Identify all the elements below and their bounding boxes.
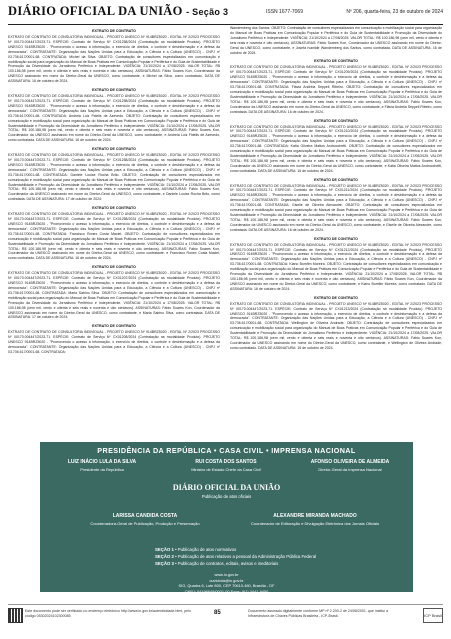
signature-note: Documento assinado digitalmente conforme MP nº 2.200-2 de 24/08/2001, que institui a Infraestrutura de Chaves Públicas Brasileira - ICP-Brasil.: [248, 609, 389, 618]
extrato-block: [8, 265, 220, 320]
extrato-heading: EXTRATO DE CONTRATO: [92, 147, 136, 152]
extrato-block: [230, 178, 442, 233]
seal-text: ICP Brasil: [424, 613, 442, 618]
dou-masthead: [40, 483, 413, 499]
right-column: [230, 26, 442, 355]
email-link[interactable]: ouvidoria@in.gov.br: [209, 577, 244, 583]
extrato-block: [230, 119, 442, 174]
extrato-heading: EXTRATO DE CONTRATO: [314, 236, 358, 241]
extrato-text: EXTRATO DE CONTRATO DE CONSULTORIA INDIVIDUAL - PROJETO UNESCO Nº 914BRZ5020 - EDITAL Nº 2/2023 PROCESSO Nº 00170.004447/2023-71. ESPÉCIE: Contrato de Serviço Nº CX01211/2024 (Contratação na modalidade Produto). PROJETO UNESCO 914BRZ5020 - "Promovendo o acesso à informação, o exercício de direitos, o controle e desinformação e a defesa da democracia". CONTRATANTE: Organização das Nações Unidas para a Educação, a Ciência e a Cultura (UNESCO) - CNPJ nº 03.736.617/0001-68. CONTRATADA: Giselle de Oliveira Alexandre. OBJETO: Contratação de consultores especializados em comunicação e mobilização social para organização do Manual de Boas Práticas em Comunicação Popular e Periférica e do Guia de Sustentabilidade e Promoção da Diversidade do Jornalismo Periférico e Independente. VIGÊNCIA: 21/10/2024 a 17/08/2025. VALOR TOTAL: R$ 100.186,98 (cem mil, cento e oitenta e seis reais e noventa e oito centavos). ASSINATURAS: Fábio Soares Kon, Coordenador da UNESCO assinando em nome do Diretor-Geral da UNESCO, como contratante, e Giselle de Oliveira Alexandre, como contratada. DATA DE ASSINATURA: 16 de outubro de 2024.: [230, 183, 442, 232]
dou-name: DIÁRIO OFICIAL DA UNIÃO: [172, 483, 281, 492]
coordinator-name: LARISSA CANDIDA COSTA: [112, 513, 178, 519]
cnpj-phone: CNPJ: 04196645/0001-00 Fone: (61) 3441-9450: [184, 588, 269, 594]
extrato-heading: EXTRATO DE CONTRATO: [92, 265, 136, 270]
extrato-heading: EXTRATO DE CONTRATO: [314, 118, 358, 123]
extrato-heading: EXTRATO DE CONTRATO: [92, 29, 136, 33]
extrato-text: EXTRATO DE CONTRATO DE CONSULTORIA INDIVIDUAL - PROJETO UNESCO Nº 914BRZ5020 - EDITAL Nº 2/2023 PROCESSO Nº 00170.004447/2023-71. ESPÉCIE: Contrato de Serviço Nº CX01258/2024 (Contratação na modalidade Produto). PROJETO UNESCO 914BRZ5020 - "Promovendo o acesso à informação, o exercício de direitos, o controle e desinformação e a defesa da democracia". CONTRATANTE: Organização das Nações Unidas para a Educação, a Ciência e a Cultura (UNESCO) - CNPJ nº 03.736.617/0001-68. CONTRATADA: Daniele Louise Rocha Brito. OBJETO: Contratação de consultores especializados em comunicação e mobilização social para organização do Manual de Boas Práticas em Comunicação Popular e Periférica e do Guia de Sustentabilidade e Promoção da Diversidade do Jornalismo Periférico e Independente. VIGÊNCIA: 21/10/2024 a 17/08/2025. VALOR TOTAL: R$ 100.186,98 (cem mil, cento e oitenta e seis reais e noventa e oito centavos). ASSINATURAS: Fábio Soares Kon, Coordenador da UNESCO assinando em nome do Diretor-Geral da UNESCO, como contratante, e Daniele Louise Rocha Brito, como contratada. DATA DE ASSINATURA: 17 de outubro de 2024.: [8, 153, 220, 202]
extrato-text: EXTRATO DE CONTRATO DE CONSULTORIA INDIVIDUAL - PROJETO UNESCO Nº 914BRZ5020 - EDITAL Nº 2/2023 PROCESSO Nº 00170.004447/2023-71. ESPÉCIE: Contrato de Serviço Nº CX01207/2024 (Contratação na modalidade Produto). PROJETO UNESCO 914BRZ5020 - "Promovendo o acesso à informação, o exercício de direitos, o controle e desinformação e a defesa da democracia". CONTRATANTE: Organização das Nações Unidas para a Educação, a Ciência e a Cultura (UNESCO) - CNPJ nº 03.736.617/0001-68. CONTRATADA: Maria Sabino Silva. OBJETO: Contratação de consultores especializados em comunicação e mobilização social para organização do Manual de Boas Práticas em Comunicação Popular e Periférica e do Guia de Sustentabilidade e Promoção da Diversidade do Jornalismo Periférico e Independente. VIGÊNCIA: 21/10/2024 a 17/08/2025. VALOR TOTAL: R$ 100.186,98 (cem mil, cento e oitenta e seis reais e noventa e oito centavos). ASSINATURAS: Fábio Soares Kon, Coordenador da UNESCO assinando em nome do Diretor-Geral da UNESCO, como contratante, e Maria Sabino Silva, como contratada. DATA DE ASSINATURA: 17 de outubro de 2024.: [8, 271, 220, 320]
qr-code-icon: [8, 608, 23, 623]
left-column: [8, 26, 220, 359]
extrato-text: EXTRATO DE CONTRATO DE CONSULTORIA INDIVIDUAL - PROJETO UNESCO Nº 914BRZ5020 - EDITAL Nº 2/2023 PROCESSO Nº 00170.004447/2023-71. ESPÉCIE: Contrato de Serviço Nº CX01209/2024 (Contratação na modalidade Produto). PROJETO UNESCO 914BRZ5020 - "Promovendo o acesso à informação, o exercício de direitos, o controle e desinformação e a defesa da democracia". CONTRATANTE: Organização das Nações Unidas para a Educação, a Ciência e a Cultura (UNESCO) - CNPJ nº 03.736.617/0001-68. CONTRATADA: Flávia Andréia Seppeli Ribeiro. OBJETO: Contratação de consultores especializados em comunicação e mobilização social para organização do Manual de Boas Práticas em Comunicação Popular e Periférica e do Guia de Sustentabilidade e Promoção da Diversidade do Jornalismo Periférico e Independente. VIGÊNCIA: 21/10/2024 a 17/08/2025. VALOR TOTAL: R$ 100.186,98 (cem mil, cento e oitenta e seis reais e noventa e oito centavos). ASSINATURAS: Fábio Soares Kon, Coordenador da UNESCO assinando em nome do Diretor-Geral da UNESCO, como contratante, e Flávia Andréia Seppeli Ribeiro, como contratada. DATA DE ASSINATURA: 16 de outubro de 2024.: [230, 65, 442, 114]
coordinator: [70, 513, 220, 526]
dou-subtitle: Publicação de atos oficiais: [201, 494, 252, 499]
authority-name: AFONSO OLIVEIRA DE ALMEIDA: [310, 459, 390, 465]
authority-role: Diretor-Geral da Imprensa Nacional: [318, 467, 382, 472]
extrato-text: Wandemberg dos Santos. OBJETO: Contratação de consultores especializados em comunicação e mobilização social para organização do Manual de Boas Práticas em Comunicação Popular e Periférica e do Guia de Sustentabilidade e Promoção da Diversidade do Jornalismo Periférico e Independente. VIGÊNCIA: 21/10/2024 a 17/08/2025. VALOR TOTAL: R$ 100.186,98 (cem mil, cento e oitenta e seis reais e noventa e oito centavos). ASSINATURAS: Fábio Soares Kon, Coordenador da UNESCO assinando em nome do Diretor-Geral da UNESCO, como contratante, e Josefa Ivanilde Wandemberg dos Santos, como contratada. DATA DE ASSINATURA: 16 de outubro de 2024.: [230, 26, 442, 55]
extrato-block: [230, 59, 442, 114]
extrato-text: EXTRATO DE CONTRATO DE CONSULTORIA INDIVIDUAL - PROJETO UNESCO Nº 914BRZ5020 - EDITAL Nº 2/2023 PROCESSO Nº 00170.004447/2023-71. ESPÉCIE: Contrato de Serviço Nº CX01213/2024 (Contratação na modalidade Produto). PROJETO UNESCO 914BRZ5020 - "Promovendo o acesso à informação, o exercício de direitos, o controle e desinformação e a defesa da democracia". CONTRATANTE: Organização das Nações Unidas para a Educação, a Ciência e a Cultura (UNESCO) - CNPJ nº 03.736.617/0001-68. CONTRATADA: Wellington de Oliveira Andrade. OBJETO: Contratação de consultores especializados em comunicação e mobilização social para organização do Manual de Boas Práticas em Comunicação Popular e Periférica e do Guia de Sustentabilidade e Promoção da Diversidade do Jornalismo Periférico e Independente. VIGÊNCIA: 21/10/2024 a 17/08/2025. VALOR TOTAL: R$ 100.186,98 (cem mil, cento e oitenta e seis reais e noventa e oito centavos). ASSINATURAS: Fábio Soares Kon, Coordenador da UNESCO assinando em nome do Diretor-Geral da UNESCO, como contratante, e Wellington de Oliveira Andrade, como contratado. DATA DE ASSINATURA: 16 de outubro de 2024.: [230, 301, 442, 350]
authority-role: Presidente da República: [80, 467, 124, 472]
sections-list: [155, 546, 335, 567]
extrato-block: [8, 324, 220, 355]
extrato-block: [230, 296, 442, 351]
coordinators-row: [40, 513, 413, 535]
extrato-block: [8, 206, 220, 261]
page-header: [8, 2, 443, 25]
section-item: [155, 546, 335, 553]
authorities-row: [40, 459, 413, 481]
website-link[interactable]: www.in.gov.br: [214, 572, 239, 577]
authority: [288, 459, 412, 472]
page-footer: [8, 604, 443, 623]
extrato-block: [230, 237, 442, 292]
extrato-text: EXTRATO DE CONTRATO DE CONSULTORIA INDIVIDUAL - PROJETO UNESCO Nº 914BRZ5020 - EDITAL Nº 2/2023 PROCESSO Nº 00170.004447/2023-71. ESPÉCIE: Contrato de Serviço Nº CX01212/2024 (Contratação na modalidade Produto). PROJETO UNESCO 914BRZ5020 - "Promovendo o acesso à informação, o exercício de direitos, o controle e desinformação e a defesa da democracia". CONTRATANTE: Organização das Nações Unidas para a Educação, a Ciência e a Cultura (UNESCO) - CNPJ nº 03.736.617/0001-68. CONTRATADA: Kiano Bomfim Moreira. OBJETO: Contratação de consultores especializados em comunicação e mobilização social para organização do Manual de Boas Práticas em Comunicação Popular e Periférica e do Guia de Sustentabilidade e Promoção da Diversidade do Jornalismo Periférico e Independente. VIGÊNCIA: 21/10/2024 a 17/08/2025. VALOR TOTAL: R$ 100.186,98 (cem mil, cento e oitenta e seis reais e noventa e oito centavos). ASSINATURAS: Fábio Soares Kon, Coordenador da UNESCO assinando em nome do Diretor-Geral da UNESCO, como contratante, e Kiano Bomfim Moreira, como contratado. DATA DE ASSINATURA: 16 de outubro de 2024.: [230, 242, 442, 291]
section-label: SEÇÃO 3: [155, 561, 174, 566]
coordinator-name: ALEXANDRE MIRANDA MACHADO: [273, 513, 357, 519]
authority: [164, 459, 288, 472]
extrato-heading: EXTRATO DE CONTRATO: [92, 88, 136, 93]
coordinator: [235, 513, 395, 526]
extrato-block: [8, 147, 220, 202]
banner-title: PRESIDÊNCIA DA REPÚBLICA • CASA CIVIL • IMPRENSA NACIONAL: [97, 446, 356, 455]
extrato-text: EXTRATO DE CONTRATO DE CONSULTORIA INDIVIDUAL - PROJETO UNESCO Nº 914BRZ5020 - EDITAL Nº 2/2023 PROCESSO Nº 00170.004447/2023-71. ESPÉCIE: Contrato de Serviço Nº CX01210/2024 (Contratação na modalidade Produto). PROJETO UNESCO 914BRZ5020 - "Promovendo o acesso à informação, o exercício de direitos, o controle e desinformação e a defesa da democracia". CONTRATANTE: Organização das Nações Unidas para a Educação, a Ciência e a Cultura (UNESCO) - CNPJ nº 03.736.617/0001-68. CONTRATADA: Katia Oliveira Mattos Andrucchetti. OBJETO: Contratação de consultores especializados em comunicação e mobilização social para organização do Manual de Boas Práticas em Comunicação Popular e Periférica e do Guia de Sustentabilidade e Promoção da Diversidade do Jornalismo Periférico e Independente. VIGÊNCIA: 21/10/2024 a 17/08/2025. VALOR TOTAL: R$ 100.186,98 (cem mil, cento e oitenta e seis reais e noventa e oito centavos). ASSINATURAS: Fábio Soares Kon, Coordenador da UNESCO assinando em nome do Diretor-Geral da UNESCO, como contratante, e Katia Oliveira Mattos Andrucchetti, como contratada. DATA DE ASSINATURA: 16 de outubro de 2024.: [230, 124, 442, 173]
section-label: - Seção 3: [186, 7, 229, 17]
extrato-block: [8, 29, 220, 84]
issue-date: Nº 206, quarta-feira, 23 de outubro de 2024: [346, 9, 443, 15]
section-item: [155, 553, 335, 560]
extrato-text: EXTRATO DE CONTRATO DE CONSULTORIA INDIVIDUAL - PROJETO UNESCO Nº 914BRZ5020 - EDITAL Nº 2/2023 PROCESSO Nº 00170.004447/2023-71. ESPÉCIE: Contrato de Serviço Nº CX01208/2024 (Contratação na modalidade Produto). PROJETO UNESCO 914BRZ5020 - "Promovendo o acesso à informação, o exercício de direitos, o controle e desinformação e a defesa da democracia". CONTRATANTE: Organização das Nações Unidas para a Educação, a Ciência e a Cultura (UNESCO) - CNPJ nº 03.736.617/0001-68. CONTRATADA:: [8, 330, 220, 354]
extrato-text: EXTRATO DE CONTRATO DE CONSULTORIA INDIVIDUAL - PROJETO UNESCO Nº 914BRZ5020 - EDITAL Nº 2/2023 PROCESSO Nº 00170.004447/2023-71. ESPÉCIE: Contrato de Serviço Nº CX01258/2024 (Contratação na modalidade Produto). PROJETO UNESCO 914BRZ5020 - "Promovendo o acesso à informação, o exercício de direitos, o controle e desinformação e a defesa da democracia". CONTRATANTE: Organização das Nações Unidas para a Educação, a Ciência e a Cultura (UNESCO) - CNPJ nº 03.736.617/0001-68. CONTRATADA: Francisco Ronex Costa Maciel. OBJETO: Contratação de consultores especializados em comunicação e mobilização social para organização do Manual de Boas Práticas em Comunicação Popular e Periférica e do Guia de Sustentabilidade e Promoção da Diversidade do Jornalismo Periférico e Independente. VIGÊNCIA: 21/10/2024 a 17/08/2025. VALOR TOTAL: R$ 100.186,98 (cem mil, cento e oitenta e seis reais e noventa e oito centavos). ASSINATURAS: Fábio Soares Kon, Coordenador da UNESCO assinando em nome do Diretor-Geral da UNESCO, como contratante, e Francisco Ronex Costa Maciel, como contratado. DATA DE ASSINATURA: 16 de outubro de 2024.: [8, 212, 220, 261]
section-desc: • Publicação de atos relativos a pessoal da Administração Pública Federal: [175, 554, 317, 559]
section-label: SEÇÃO 1: [155, 547, 174, 552]
imprensa-nacional-banner: [40, 442, 413, 592]
extrato-heading: EXTRATO DE CONTRATO: [314, 295, 358, 300]
extrato-heading: EXTRATO DE CONTRATO: [92, 206, 136, 211]
newspaper-title: [8, 4, 228, 19]
title-text: DIÁRIO OFICIAL DA UNIÃO: [8, 4, 183, 18]
icp-brasil-seal-icon: [423, 608, 443, 623]
issn: ISSN 1677-7069: [266, 9, 303, 15]
extrato-heading: EXTRATO DE CONTRATO: [314, 177, 358, 182]
authority-name: LUIZ INÁCIO LULA DA SILVA: [67, 459, 137, 465]
coordinator-role: Coordenador de Editoração e Divulgação Eletrônica dos Jornais Oficiais: [250, 521, 380, 526]
section-desc: • Publicação de contratos, editais, avisos e ineditoriais: [175, 561, 279, 566]
address: SIG, Quadra 6, Lote 800, CEP 70610-460, Brasília - DF: [178, 583, 275, 588]
coordinator-role: Coordenadora-Geral de Publicação, Produção e Preservação: [90, 521, 200, 526]
extrato-heading: EXTRATO DE CONTRATO: [92, 324, 136, 329]
extrato-block: [230, 26, 442, 55]
section-item: [155, 560, 335, 567]
authority-role: Ministro de Estado Chefe da Casa Civil: [191, 467, 261, 472]
authority-name: RUI COSTA DOS SANTOS: [195, 459, 257, 465]
authority: [40, 459, 164, 472]
section-label: SEÇÃO 2: [155, 554, 174, 559]
extrato-text: EXTRATO DE CONTRATO DE CONSULTORIA INDIVIDUAL - PROJETO UNESCO Nº 914BRZ5020 - EDITAL Nº 2/2023 PROCESSO Nº 00170.004447/2023-71. ESPÉCIE: Contrato de Serviço Nº CX01258/2024 (Contratação na modalidade Produto). PROJETO UNESCO 914BRZ5020 - "Promovendo o acesso à informação, o exercício de direitos, o controle e desinformação e a defesa da democracia". CONTRATANTE: Organização das Nações Unidas para a Educação, a Ciência e a Cultura (UNESCO) - CNPJ nº 03.736.617/0001-68. CONTRATADA: Andreia Luiz Fidelis de Azevedo. OBJETO: Contratação de consultores especializados em comunicação e mobilização social para organização do Manual de Boas Práticas em Comunicação Popular e Periférica e do Guia de Sustentabilidade e Promoção da Diversidade do Jornalismo Periférico e Independente. VIGÊNCIA: 21/10/2024 a 17/08/2025. VALOR TOTAL: R$ 100.186,98 (cem mil, cento e oitenta e seis reais e noventa e oito centavos). ASSINATURAS: Fábio Soares Kon, Coordenador da UNESCO assinando em nome do Diretor-Geral da UNESCO, como contratante, e Andreia Luiz Fidelis de Azevedo, como contratada. DATA DE ASSINATURA: 16 de outubro de 2024.: [8, 94, 220, 143]
verification-note: Este documento pode ser verificado no endereço eletrônico http://www.in.gov.br/autenticidade.html, pelo código 05302024102300085: [25, 609, 191, 618]
page-number: 85: [214, 610, 221, 616]
section-desc: • Publicação de atos normativos: [175, 547, 237, 552]
extrato-heading: EXTRATO DE CONTRATO: [314, 59, 358, 64]
extrato-block: [8, 88, 220, 143]
extrato-text: EXTRATO DE CONTRATO DE CONSULTORIA INDIVIDUAL - PROJETO UNESCO Nº 914BRZ5020 - EDITAL Nº 2/2023 PROCESSO Nº 00170.004447/2023-71. ESPÉCIE: Contrato de Serviço Nº CX01258/2024 (Contratação na modalidade Produto). PROJETO UNESCO 914BRZ5020 - "Promovendo o acesso à informação, o exercício de direitos, o controle e desinformação e a defesa da democracia". CONTRATANTE: Organização das Nações Unidas para a Educação, a Ciência e a Cultura (UNESCO) - CNPJ nº 03.736.617/0001-68. CONTRATADA: Michel da Silva. OBJETO: Contratação de consultores especializados em comunicação e mobilização social para organização do Manual de Boas Práticas em Comunicação Popular e Periférica e do Guia de Sustentabilidade e Promoção da Diversidade do Jornalismo Periférico e Independente. VIGÊNCIA: 21/10/2024 a 17/08/2025. VALOR TOTAL: R$ 100.186,98 (cem mil, cento e oitenta e seis reais e noventa e oito centavos). ASSINATURAS: Fábio Soares Kon, Coordenador da UNESCO assinando em nome do Diretor-Geral da UNESCO, como contratante, e Michel da Silva, como contratado. DATA DE ASSINATURA: 16 de outubro de 2024.: [8, 35, 220, 84]
banner-contact: [40, 572, 413, 594]
